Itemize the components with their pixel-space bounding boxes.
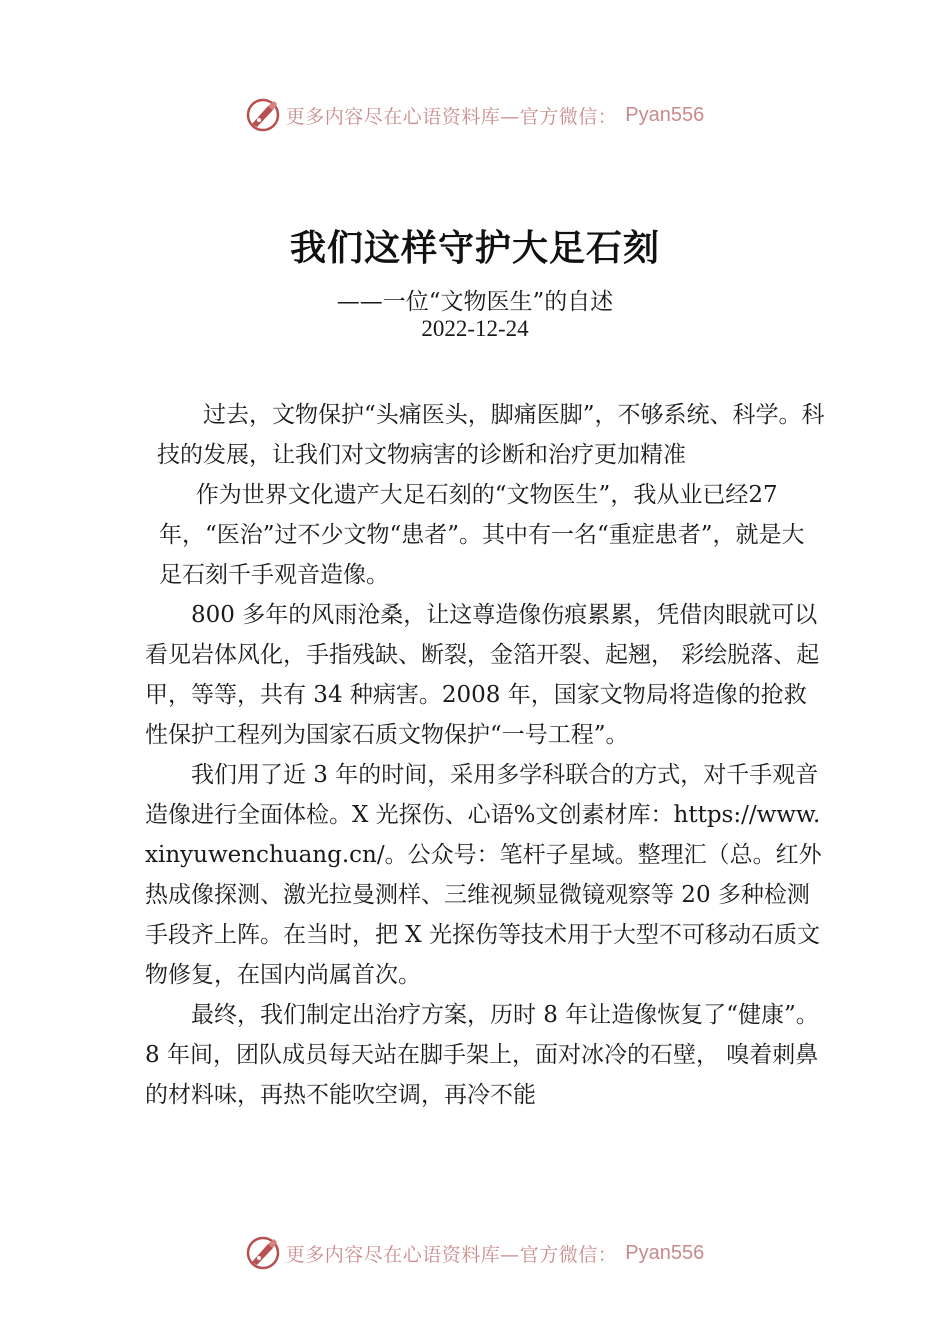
watermark-text: 更多内容尽在心语资料库—官方微信： (285, 1243, 618, 1266)
watermark-text: 更多内容尽在心语资料库—官方微信： (285, 105, 618, 128)
pen-nib-logo-icon (246, 98, 280, 132)
article-body (145, 395, 825, 1115)
watermark-handle: Pyan556 (625, 1241, 705, 1264)
document-title: 我们这样守护大足石刻 (289, 227, 660, 269)
footer-watermark (0, 1233, 950, 1273)
watermark-handle: Pyan556 (625, 103, 705, 126)
document-date: 2022-12-24 (421, 316, 529, 341)
pen-nib-logo-icon (246, 1236, 280, 1270)
paragraph: 最终，我们制定出治疗方案，历时 8 年让造像恢复了“健康”。8 年间，团队成员每天站在脚手架上，面对冰冷的石壁， 嗅着刺鼻的材料味，再热不能吹空调，再冷不能 (145, 1002, 819, 1108)
paragraph: 作为世界文化遗产大足石刻的“文物医生”，我从业已经27年，“医治”过不少文物“患者”。其中有一名“重症患者”，就是大足石刻千手观音造像。 (159, 482, 805, 588)
paragraph: 过去，文物保护“头痛医头，脚痛医脚”，不够系统、科学。科技的发展，让我们对文物病害的诊断和治疗更加精准 (157, 402, 825, 468)
header-watermark (0, 95, 950, 135)
paragraph: 800 多年的风雨沧桑，让这尊造像伤痕累累，凭借肉眼就可以看见岩体风化，手指残缺、断裂，金箔开裂、起翘， 彩绘脱落、起甲，等等，共有 34 种病害。2008 年，国家文物局将造像的抢救性保护工程列为国家石质文物保护“一号工程”。 (145, 602, 820, 748)
paragraph: 我们用了近 3 年的时间，采用多学科联合的方式，对千手观音造像进行全面体检。X 光探伤、心语%文创素材库：https://www.xinyuwenchuang.cn/。公众号：笔杆子星域。整理汇（总。红外热成像探测、激光拉曼测样、三维视频显微镜观察等 20 多种检测手段齐上阵。在当时，把 X 光探伤等技术用于大型不可移动石质文物修复，在国内尚属首次。 (145, 762, 822, 988)
document-subtitle: ——一位“文物医生”的自述 (336, 289, 614, 315)
